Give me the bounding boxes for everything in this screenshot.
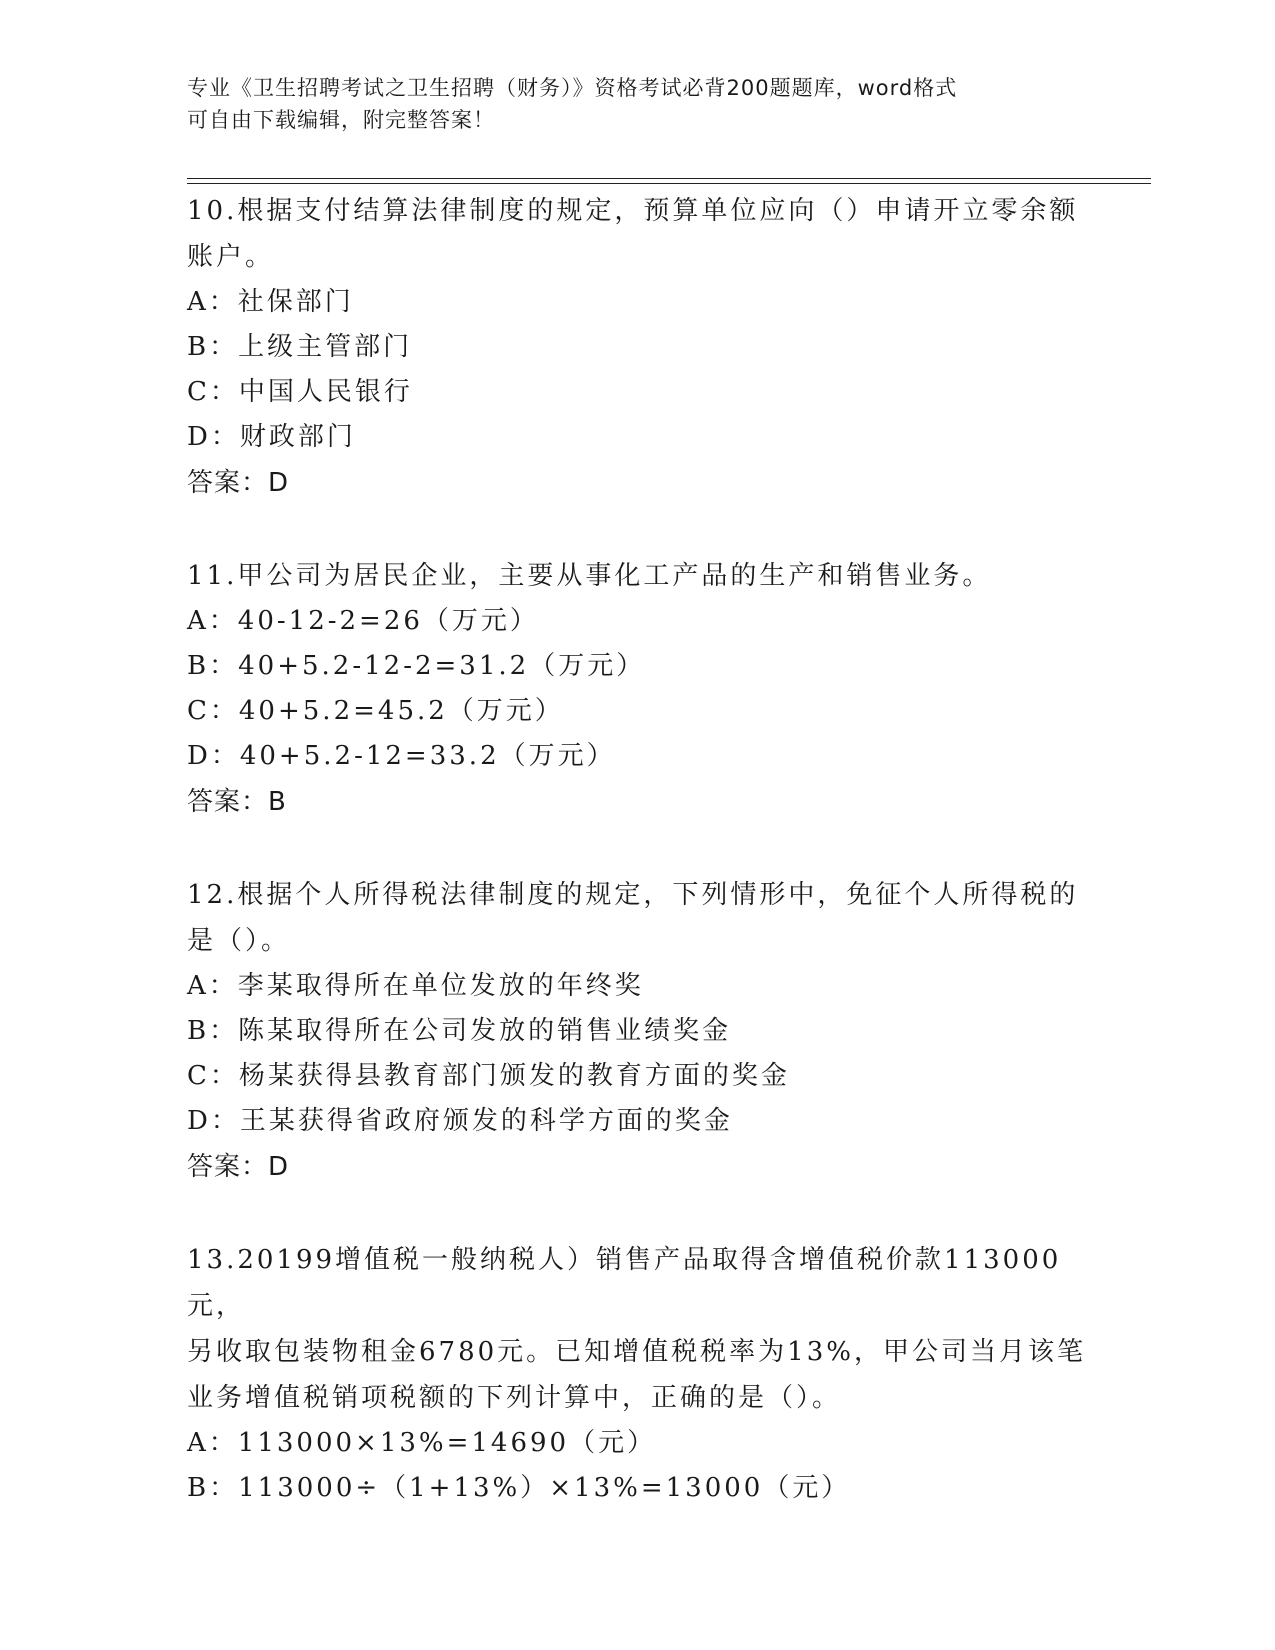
option-c: C：杨某获得县教育部门颁发的教育方面的奖金 <box>187 1061 790 1091</box>
header-line-1: 专业《卫生招聘考试之卫生招聘（财务）》资格考试必背200题题库，word格式 <box>187 76 958 100</box>
option-a: A：李某取得所在单位发放的年终奖 <box>187 971 644 1001</box>
option-d: D：王某获得省政府颁发的科学方面的奖金 <box>187 1106 733 1136</box>
question-stem-line: 业务增值税销项税额的下列计算中，正确的是（）。 <box>187 1383 842 1413</box>
header-line-2: 可自由下载编辑，附完整答案！ <box>187 108 495 132</box>
option-c: C：中国人民银行 <box>187 377 413 407</box>
question-stem-line: 另收取包装物租金6780元。已知增值税税率为13%，甲公司当月该笔 <box>187 1337 1086 1367</box>
option-d: D：40+5.2-12=33.2（万元） <box>187 741 616 771</box>
option-b: B：113000÷（1+13%）×13%=13000（元） <box>187 1473 851 1503</box>
option-b: B：40+5.2-12-2=31.2（万元） <box>187 651 646 681</box>
question-10 <box>187 188 1087 506</box>
question-stem-line: 账户。 <box>187 242 275 272</box>
option-b: B：陈某取得所在公司发放的销售业绩奖金 <box>187 1016 732 1046</box>
header-divider-bottom <box>187 183 1151 184</box>
answer-line: 答案：B <box>187 787 287 817</box>
question-stem-line: 13.20199增值税一般纳税人）销售产品取得含增值税价款113000元， <box>187 1245 1062 1321</box>
answer-line: 答案：D <box>187 1152 290 1182</box>
option-d: D：财政部门 <box>187 422 356 452</box>
question-stem-line: 是（）。 <box>187 926 291 956</box>
option-a: A：113000×13%=14690（元） <box>187 1428 657 1458</box>
document-header <box>187 72 1067 136</box>
question-stem-line: 11.甲公司为居民企业，主要从事化工产品的生产和销售业务。 <box>187 561 992 591</box>
question-list <box>187 188 1087 1558</box>
question-12 <box>187 872 1087 1190</box>
question-stem-line: 12.根据个人所得税法律制度的规定，下列情形中，免征个人所得税的 <box>187 880 1079 910</box>
question-stem-line: 10.根据支付结算法律制度的规定，预算单位应向（）申请开立零余额 <box>187 196 1079 226</box>
option-c: C：40+5.2=45.2（万元） <box>187 696 564 726</box>
header-divider-top <box>187 178 1151 179</box>
option-b: B：上级主管部门 <box>187 332 413 362</box>
question-13 <box>187 1237 1087 1511</box>
answer-line: 答案：D <box>187 468 290 498</box>
option-a: A：社保部门 <box>187 287 354 317</box>
option-a: A：40-12-2=26（万元） <box>187 606 539 636</box>
question-11 <box>187 553 1087 825</box>
